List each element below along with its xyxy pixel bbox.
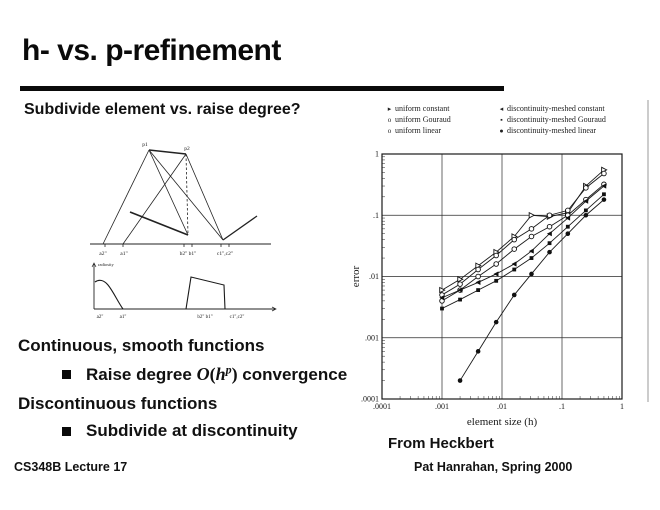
point-label: a2" xyxy=(96,315,104,320)
point-label: a1" xyxy=(120,251,128,257)
x-tick-label: .1 xyxy=(559,402,565,411)
radiosity-function-diagram xyxy=(85,258,290,326)
series-line xyxy=(442,186,604,298)
point-label: b2" b1" xyxy=(179,251,197,257)
function-curves xyxy=(95,277,225,309)
point-label: c1",c2" xyxy=(229,315,245,320)
open-circle-marker-icon: o xyxy=(387,115,392,124)
error-chart xyxy=(348,146,660,438)
legend-column-left xyxy=(386,104,490,135)
x-tick-label: 1 xyxy=(620,402,624,411)
filled-circle-marker-icon: ● xyxy=(499,126,504,135)
body-heading: Continuous, smooth functions xyxy=(18,336,265,355)
series-line xyxy=(442,194,604,308)
math-exponent-p: p xyxy=(225,362,232,377)
x-axis-label: element size (h) xyxy=(466,416,538,428)
bullet-text: Subdivide at discontinuity xyxy=(86,421,298,440)
square-bullet-icon xyxy=(62,370,71,379)
y-axis-label: radiosity xyxy=(98,262,114,267)
math-h: h xyxy=(215,364,226,384)
bullet-text: Raise degree $O(h^p)$ convergence xyxy=(86,362,348,384)
legend-label: discontinuity-meshed Gouraud xyxy=(507,115,606,124)
legend-label: uniform constant xyxy=(395,104,450,113)
legend-label: discontinuity-meshed linear xyxy=(507,126,597,135)
title-underline xyxy=(20,86,504,91)
legend-item xyxy=(386,115,490,124)
x-tick-label: .0001 xyxy=(373,402,391,411)
point-label: p1 xyxy=(142,142,148,148)
chart-series xyxy=(440,167,607,292)
chart-series xyxy=(458,197,606,383)
chart-series xyxy=(440,192,606,310)
scan-artifact-line xyxy=(647,100,649,402)
legend-item xyxy=(498,115,606,124)
chart-series xyxy=(439,183,606,300)
footer-course-label: CS348B Lecture 17 xyxy=(14,460,128,474)
legend-label: uniform Gouraud xyxy=(395,115,451,124)
footer-author-label: Pat Hanrahan, Spring 2000 xyxy=(414,460,573,474)
x-tick-label: .01 xyxy=(497,402,507,411)
subtitle: Subdivide element vs. raise degree? xyxy=(24,101,301,118)
diagram-labels xyxy=(99,142,233,257)
legend-label: discontinuity-meshed constant xyxy=(507,104,605,113)
legend-item xyxy=(386,126,490,135)
chart-legend xyxy=(386,104,606,135)
chart-gridlines xyxy=(382,154,622,399)
math-O: O xyxy=(196,364,210,384)
legend-item xyxy=(498,104,606,113)
point-label: a2" xyxy=(99,251,107,257)
bullet-item xyxy=(62,421,298,441)
page-title: h- vs. p-refinement xyxy=(22,34,281,67)
filled-square-marker-icon: ▪ xyxy=(500,115,503,124)
y-tick-label: .0001 xyxy=(361,394,379,404)
series-line xyxy=(442,170,604,290)
legend-item xyxy=(386,104,490,113)
legend-label: uniform linear xyxy=(395,126,441,135)
point-label: c1",c2" xyxy=(216,251,234,257)
square-bullet-icon xyxy=(62,427,71,436)
legend-column-right xyxy=(498,104,606,135)
point-label: a1" xyxy=(119,315,127,320)
triangle-right-marker-icon: ▸ xyxy=(387,104,392,113)
x-tick-label: .001 xyxy=(435,402,449,411)
y-tick-label: 1 xyxy=(375,149,379,159)
y-tick-label: .01 xyxy=(369,272,379,281)
y-tick-label: .1 xyxy=(373,210,379,220)
mesh-subdivision-diagram xyxy=(85,134,285,258)
diagram-labels xyxy=(97,262,245,320)
chart-series xyxy=(440,171,607,297)
y-tick-label: .001 xyxy=(365,333,379,343)
point-label: b2" b1" xyxy=(197,315,213,320)
diagram-lines xyxy=(90,150,271,247)
y-axis-label: error xyxy=(350,265,362,288)
legend-item xyxy=(498,126,606,135)
point-label: p2 xyxy=(184,146,190,152)
body-heading: Discontinuous functions xyxy=(18,394,218,413)
open-circle-marker-icon: o xyxy=(387,126,392,135)
triangle-left-marker-icon: ◂ xyxy=(499,104,504,113)
attribution-text: From Heckbert xyxy=(388,435,494,452)
bullet-item xyxy=(62,364,347,385)
series-line xyxy=(442,184,604,301)
